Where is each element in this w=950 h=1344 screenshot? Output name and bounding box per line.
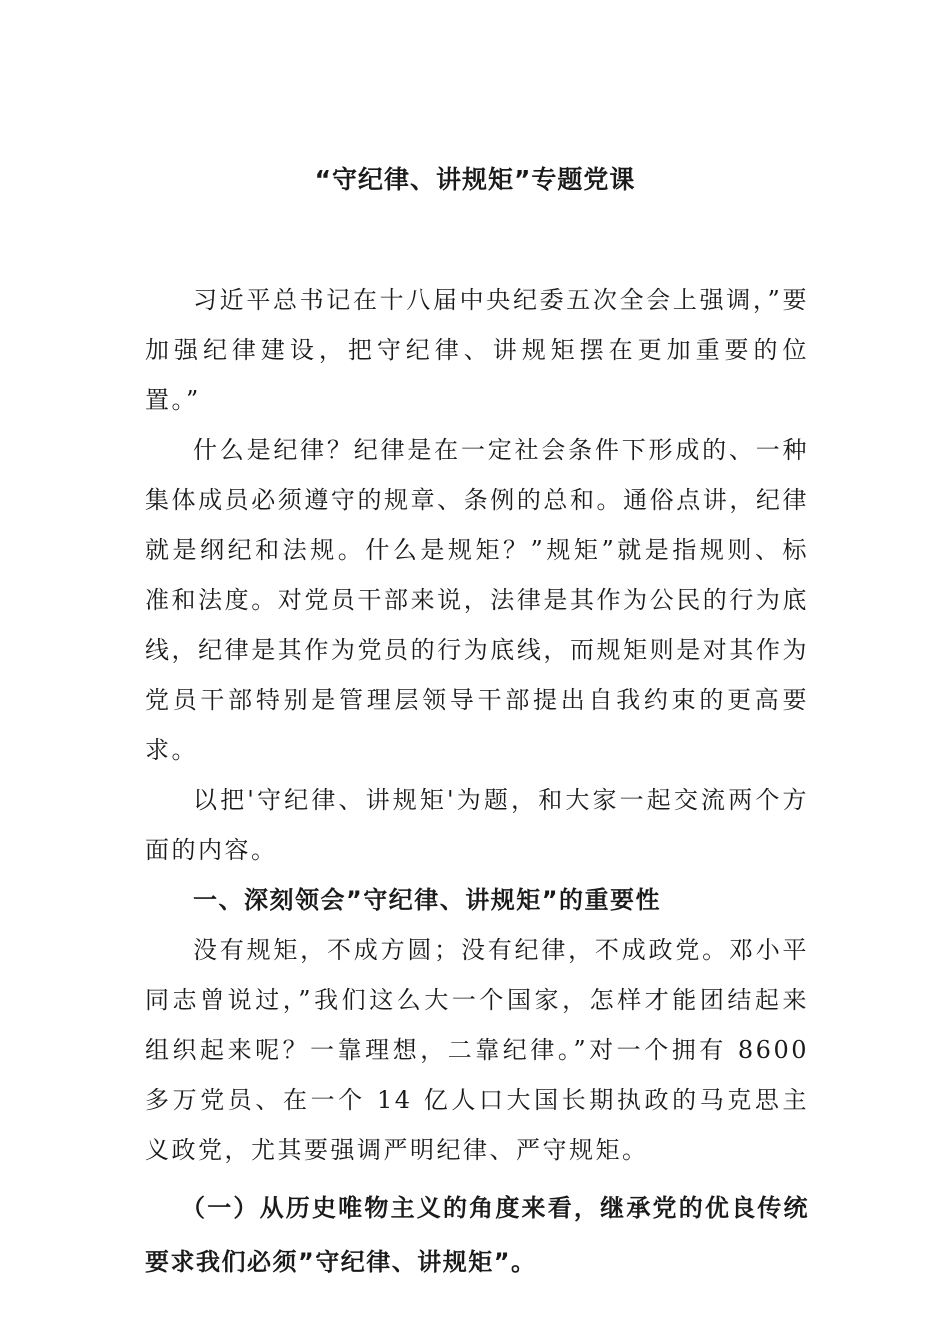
paragraph-topic: 以把'守纪律、讲规矩'为题，和大家一起交流两个方面的内容。 — [145, 786, 809, 864]
paragraph-section-1: 没有规矩，不成方圆；没有纪律，不成政党。邓小平同志曾说过，”我们这么大一个国家，怎样才能团结起来组织起来呢？一靠理想，二靠纪律。”对一个拥有 8600 多万党员、在一个 14 亿人口大国长期执政的马克思主义政党，尤其要强调严明纪律、严守规矩。 — [145, 936, 809, 1164]
paragraph-definition: 什么是纪律？纪律是在一定社会条件下形成的、一种集体成员必须遵守的规章、条例的总和。通俗点讲，纪律就是纲纪和法规。什么是规矩？”规矩”就是指规则、标准和法度。对党员干部来说，法律是其作为公民的行为底线，纪律是其作为党员的行为底线，而规矩则是对其作为党员干部特别是管理层领导干部提出自我约束的更高要求。 — [145, 436, 809, 764]
subsection-heading-1: （一）从历史唯物主义的角度来看，继承党的优良传统要求我们必须”守纪律、讲规矩”。 — [145, 1194, 809, 1276]
section-heading-1: 一、深刻领会”守纪律、讲规矩”的重要性 — [193, 886, 662, 914]
document-title: “守纪律、讲规矩”专题党课 — [314, 165, 636, 194]
paragraph-intro: 习近平总书记在十八届中央纪委五次全会上强调，”要加强纪律建设，把守纪律、讲规矩摆在更加重要的位置。” — [145, 286, 809, 414]
document-body — [145, 275, 809, 1289]
